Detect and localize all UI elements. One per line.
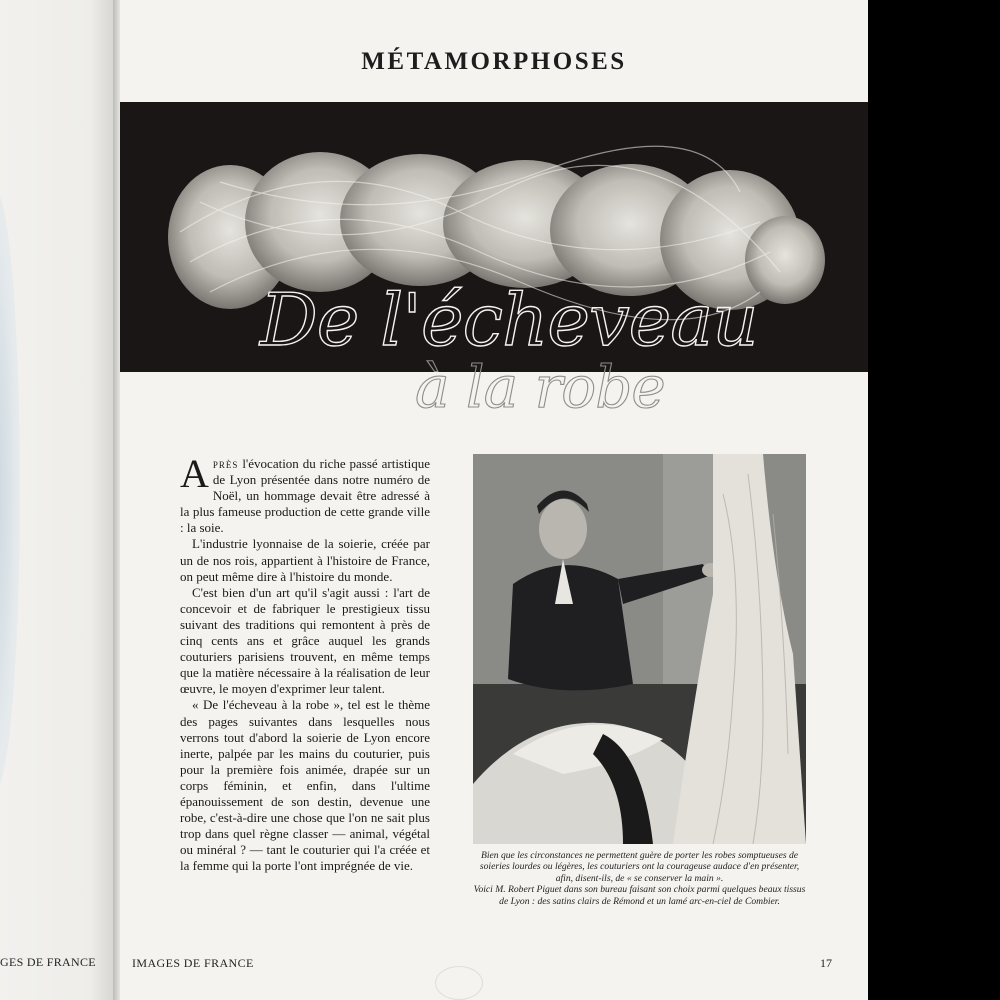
page-number: 17: [820, 956, 832, 970]
photo-illustration: [473, 454, 806, 844]
previous-page: [0, 0, 113, 1000]
drop-cap: A: [180, 451, 209, 496]
section-title: MÉTAMORPHOSES: [361, 48, 627, 75]
library-stamp: [435, 966, 483, 1000]
hero-banner: [120, 102, 868, 372]
paragraph-text: l'évocation du riche passé artistique de Lyon présentée dans notre numéro de Noël, un hommage devait être adressé à la plus fameuse production de cette grande ville : la soie.: [180, 456, 430, 536]
magazine-footer: IMAGES DE FRANCE: [132, 956, 254, 970]
caption-paragraph: Bien que les circonstances ne permettent guère de porter les robes somptueuses de soieries lourdes ou légères, les couturiers ont la courageuse audace d'en présenter, afin, disent-ils, de « se conserver la main ».: [479, 850, 800, 884]
couturier-photo: [473, 454, 806, 844]
article-paragraph: [180, 451, 430, 536]
photo-caption: [473, 850, 806, 907]
article-body: [180, 451, 430, 874]
article-paragraph: L'industrie lyonnaise de la soierie, créée par un de nos rois, appartient à l'histoire de France, on peut même dire à l'histoire du monde.: [180, 536, 430, 584]
article-paragraph: C'est bien d'un art qu'il s'agit aussi : l'art de concevoir et de fabriquer le prestigieux tissu suivant des traditions qui remontent à près de cinq cents ans et grâce auquel les grands couturiers parisiens trouvent, en même temps que la matière nécessaire à la réalisation de leur œuvre, le moyen d'exprimer leur talent.: [180, 584, 430, 697]
previous-page-footer: GES DE FRANCE: [0, 955, 96, 969]
lead-smallcaps: près: [212, 456, 239, 471]
page-gutter: [113, 0, 120, 1000]
article-paragraph: « De l'écheveau à la robe », tel est le thème des pages suivantes dans lesquelles nous verrons tout d'abord la soierie de Lyon encore inerte, palpée par les mains du couturier, puis pour la première fois animée, drapée sur un corps féminin, et enfin, dans l'ultime épanouissement de son destin, devenue une robe, c'est-à-dire une chose que l'on ne sait plus trop dans quel règne classer — animal, végétal ou minéral ? — tant le couturier qui l'a créée et la femme qui la porte l'ont imprégnée de vie.: [180, 697, 430, 874]
script-title-line-2: à la robe: [415, 353, 665, 421]
previous-page-illustration-fragment: [0, 190, 20, 790]
scan-background: [868, 0, 1000, 1000]
caption-paragraph: Voici M. Robert Piguet dans son bureau faisant son choix parmi quelques beaux tissus de Lyon : des satins clairs de Rémond et un lamé arc-en-ciel de Combier.: [473, 884, 806, 907]
magazine-page: [120, 0, 868, 1000]
silk-skein-image: [120, 102, 868, 372]
